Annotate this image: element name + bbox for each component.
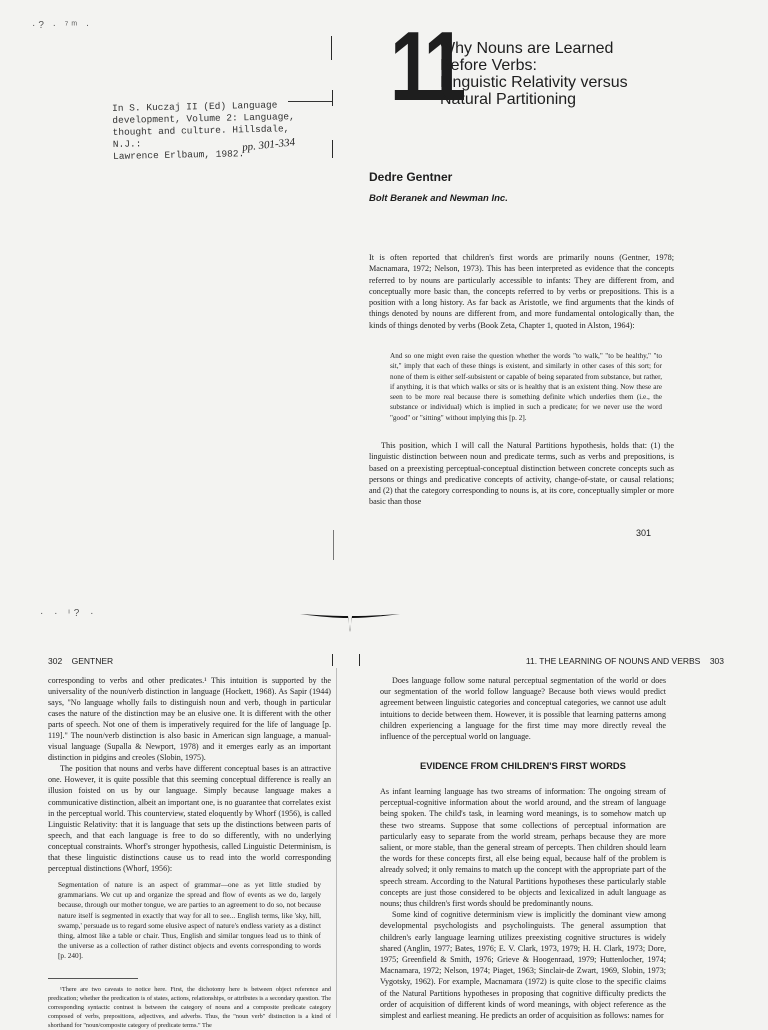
paragraph-text: corresponding to verbs and other predicates.¹ This intuition is supported by the universality of the noun/verb distinction in language (Hockett, 1968). As Sapir (1944) says, "No language wholly fails to distinguish noun and verb, though in particular cases the nature of the distinction may be an elusive one. It is different with the other parts of speech. Not one of them is imperatively required for the life of language [p. 119]." The noun/verb distinction is also basic in American sign language, a manual-visual language (Supalla & Newport, 1978) and it emerges early as an important distinction in pidgins and creoles (Slobin, 1975).: [48, 676, 331, 763]
body-text: [380, 786, 666, 1021]
gutter-rule: [332, 140, 333, 158]
paragraph-text: Does language follow some natural perceptual segmentation of the world or does our segmentation of the world follow language? Because both views would predict agreement between linguistic categories and conceptual categories, we cannot use adult intuitions to decide between them. However, it is possible that learning patterns among children experiencing a language for the first time may more directly reveal the influence of the perceptual world on language.: [380, 676, 666, 742]
paragraph-text: Some kind of cognitive determinism view is implicitly the dominant view among developmental psychologists and psycholinguists. The general assumption that children's early language learning utilizes preexisting cognitive structures is widely shared (Anglin, 1977; Bates, 1976; E. V. Clark, 1973, 1979; H. H. Clark, 1973; Dore, 1975; Greenfield & Smith, 1976; Grieve & Hoogenraad, 1979; Huttenlocher, 1974; Macnamara, 1972; Nelson, 1974; Piaget, 1963; Sinclair-de Zwart, 1969, Slobin, 1973; Vygotsky, 1962). For example, Macnamara (1972) is quite close to the specific claims of the Natural Partitions hypotheses in proposing that cognitive difficulty predicts the order of acquisition of different kinds of word meanings, with object reference as the simplest and earliest meaning. He predicts an order of acquisition as follows: names for: [380, 910, 666, 1021]
gutter-rule: [332, 654, 333, 666]
chapter-title: [440, 40, 720, 108]
gutter-rule: [332, 90, 333, 106]
scan-mark: ·? · ⁷ᵐ ·: [32, 20, 93, 31]
running-head: 11. THE LEARNING OF NOUNS AND VERBS: [525, 656, 701, 666]
footnote-text: ¹There are two caveats to notice here. First, the dichotomy here is between object reference and predication; whether the predication is of states, actions, relationships, or attributes is a secondary question. The corresponding syntactic contrast is between the category of nouns and a composite predicate category composed of verbs, prepositions, adjectives, and adverbs. Thus, the "noun verb" distinction is a kind of shorthand for "noun/composite category of predicate terms." The: [48, 986, 331, 1029]
footnote-rule: [48, 978, 138, 979]
block-quote: [58, 880, 321, 962]
citation-stamp: In S. Kuczaj II (Ed) Language development, Volume 2: Language, thought and culture. Hillsdale, N.J.: Lawrence Erlbaum, 1982.: [112, 99, 295, 162]
gutter-rule: [336, 668, 337, 1018]
chapter-title-line: Natural Partitioning: [440, 91, 577, 108]
quote-text: Segmentation of nature is an aspect of grammar—one as yet little studied by grammarians. We cut up and organize the spread and flow of events as we do, largely because, through our mother tongue, we are parties to an agreement to do so, not because nature itself is segmented in exactly that way for all to see... English terms, like 'sky, hill, swamp,' persuade us to regard some elusive aspect of nature's endless variety as a distinct thing, almost like a table or chair. Thus, English and similar tongues lead us to think of the universe as a collection of rather distinct objects and events corresponding to words [p. 240].: [58, 880, 321, 961]
chapter-title-line: Why Nouns are Learned: [440, 40, 614, 57]
paragraph-text: It is often reported that children's first words are primarily nouns (Gentner, 1978; Macnamara, 1972; Nelson, 1973). This has been interpreted as evidence that the concepts referred to by nouns are particularly accessible to infants: They are different from, and conceptually more basic than, the concepts referred to by verbs or prepositions. This is a position with a long history. As far back as Aristotle, we find arguments that the kinds of things denoted by nouns are different from, and more fundamental ontologically than, the kinds of things denoted by verbs (Book Zeta, Chapter 1, quoted in Alston, 1964):: [369, 253, 674, 330]
paragraph-text: The position that nouns and verbs have different conceptual bases is an attractive one. However, it is quite possible that this seeming conceptual difference is really an illusion foisted on us by our language. Simply because language makes a communicative distinction, albeit an important one, is no guarantee that correlates exist in the perceptual world. This counterview, stated eloquently by Whorf (1956), is called Linguistic Relativity: that it is language that sets up the distinctions between parts of speech, and that each language is free to do so differently, with no underlying conceptual constraints. Whorf's stronger hypothesis, called Linguistic Determinism, is that these linguistic distinctions cause us to read into the world corresponding perceptual distinctions (Whorf, 1956):: [48, 764, 331, 873]
paragraph-text: This position, which I will call the Natural Partitions hypothesis, holds that: (1) the linguistic distinction between noun and predicate terms, such as verbs and prepositions, is based on a preexisting perceptual-conceptual distinction between concrete concepts such as persons or things and predicative concepts of activity, change-of-state, or causal relations; and (2) that the category corresponding to nouns is, at its core, conceptually simpler or more basic than those: [369, 441, 674, 507]
binding-marker: [300, 610, 400, 632]
page-number: 303: [709, 656, 724, 666]
handwritten-page-range: pp. 301-334: [241, 136, 296, 154]
running-head: GENTNER: [71, 656, 114, 666]
body-paragraph: [369, 252, 674, 331]
scan-mark: · · ᶦ? ·: [40, 608, 98, 619]
chapter-title-line: Before Verbs:: [440, 57, 537, 74]
author-name: Dedre Gentner: [369, 170, 453, 184]
page-number: 302: [48, 656, 63, 666]
quote-text: And so one might even raise the question whether the words "to walk," "to be healthy," "to sit," imply that each of these things is existent, and similarly in other cases of this sort; for none of them is either self-subsistent or capable of being separated from substance, but rather, if anything, it is that which walks or sits or is healthy that is an existent thing. Now these are seen to be more real because there is something definite which underlies them (i.e., the substance or individual) which is implied in such a predicate; for we never use the word "good" or "sitting" without implying this [p. 2].: [390, 352, 662, 422]
running-header: [48, 656, 113, 666]
block-quote: [390, 351, 662, 423]
page-number: 301: [636, 528, 652, 538]
footnote: [48, 985, 331, 1030]
gutter-rule: [331, 36, 332, 60]
paragraph-text: As infant learning language has two streams of information: The ongoing stream of perceptual-cognitive information about the world around, and the stream of language being spoken. The child's task, in learning word meanings, is to somehow match up these two streams. Suppose that some collections of perceptual information are particularly easy to separate from the world stream, perhaps because they are more salient, or more stable, than the general stream of percepts. Then children should learn the words for these concepts first, all else being equal, because half of the problem is already solved; it only remains to match up the concept with the appropriate part of the speech stream. According to the Natural Partitions hypotheses these particularly stable concepts are just those considered to be objects and lexicalized in adult language as nouns; thus children's first words should be predominantly nouns.: [380, 787, 666, 909]
chapter-number: 11: [390, 11, 462, 121]
body-text: [48, 675, 331, 874]
gutter-rule: [333, 530, 334, 560]
chapter-title-line: Linguistic Relativity versus: [440, 74, 628, 91]
section-heading: EVIDENCE FROM CHILDREN'S FIRST WORDS: [420, 760, 626, 771]
running-header: [462, 656, 724, 666]
body-paragraph: [380, 675, 666, 742]
author-affiliation: Bolt Beranek and Newman Inc.: [369, 193, 508, 204]
gutter-rule: [359, 654, 360, 666]
body-paragraph: [369, 440, 674, 508]
